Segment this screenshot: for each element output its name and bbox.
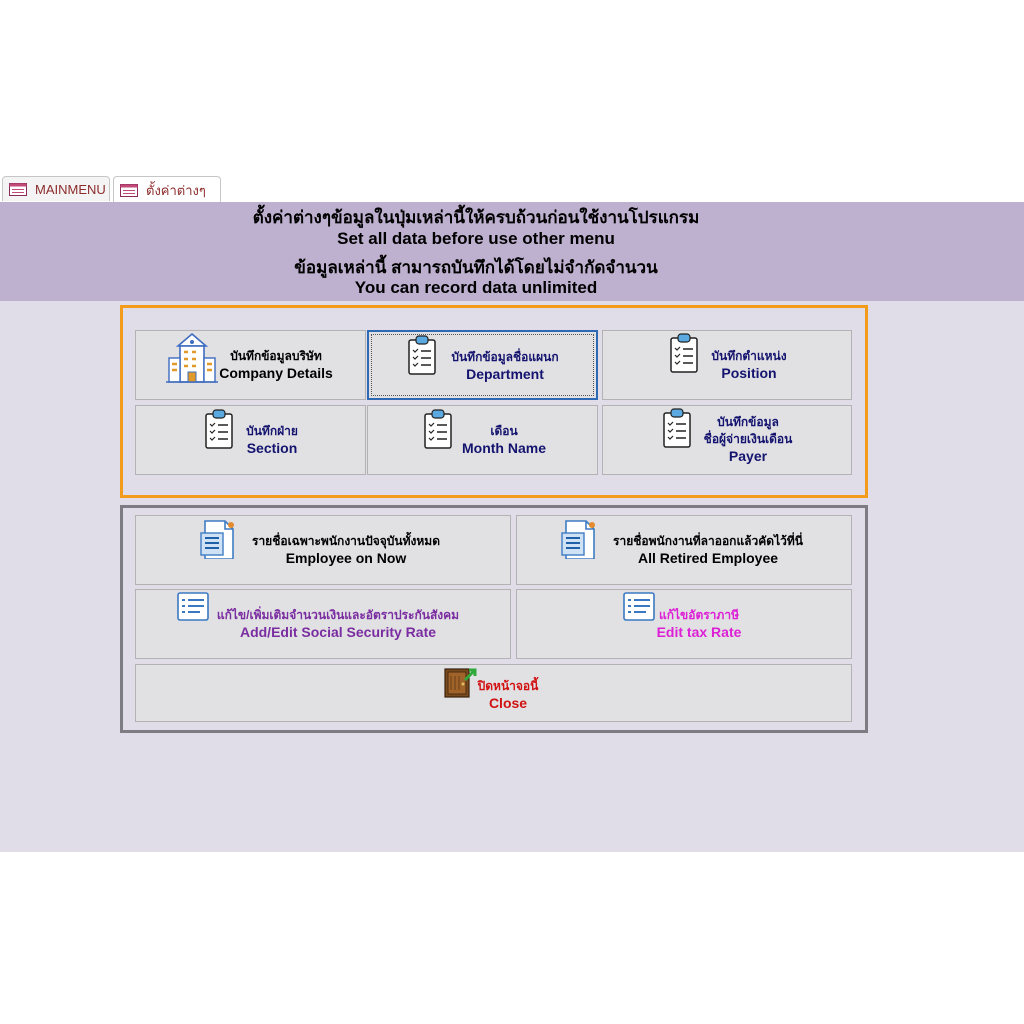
form-sheet-icon <box>177 592 209 621</box>
tax-rate-label <box>651 607 747 641</box>
retired-employee-button[interactable] <box>516 515 852 585</box>
clipboard-icon <box>204 409 234 449</box>
retired-employee-label <box>597 533 819 567</box>
department-en: Department <box>466 366 544 382</box>
clipboard-icon <box>662 408 692 448</box>
payer-button[interactable] <box>602 405 852 475</box>
position-th: บันทึกตำแหน่ง <box>711 349 787 363</box>
month-name-th: เดือน <box>490 424 518 438</box>
employee-on-now-label <box>236 533 456 567</box>
social-security-rate-label <box>206 607 470 641</box>
settings-form <box>0 174 1024 852</box>
position-button[interactable] <box>602 330 852 400</box>
department-button[interactable] <box>367 330 598 400</box>
section-th: บันทึกฝ่าย <box>246 424 298 438</box>
department-th: บันทึกข้อมูลชื่อแผนก <box>451 350 559 364</box>
social-security-rate-en: Add/Edit Social Security Rate <box>239 624 437 640</box>
company-details-label <box>214 348 338 382</box>
header-banner <box>0 202 1024 301</box>
month-name-en: Month Name <box>462 440 546 456</box>
section-button[interactable] <box>135 405 366 475</box>
clipboard-icon <box>669 333 699 373</box>
close-label <box>472 678 544 712</box>
month-name-label <box>454 423 554 457</box>
tax-rate-en: Edit tax Rate <box>656 624 742 640</box>
retired-employee-en: All Retired Employee <box>637 550 779 566</box>
header-line2-th: ข้อมูลเหล่านี้ สามารถบันทึกได้โดยไม่จำกัดจำนวน <box>294 258 658 277</box>
payer-th1: บันทึกข้อมูล <box>717 415 779 429</box>
tab-mainmenu[interactable] <box>2 176 110 201</box>
tab-label: ตั้งค่าต่างๆ <box>146 182 206 198</box>
tab-bar <box>0 174 1024 203</box>
employee-on-now-en: Employee on Now <box>285 550 407 566</box>
section-en: Section <box>246 440 298 456</box>
position-en: Position <box>721 365 777 381</box>
close-button[interactable] <box>135 664 852 722</box>
retired-employee-th: รายชื่อพนักงานที่ลาออกแล้วคัดไว้ที่นี่ <box>613 534 803 548</box>
employee-on-now-th: รายชื่อเฉพาะพนักงานปัจจุบันทั้งหมด <box>252 534 440 548</box>
form-icon <box>9 183 27 196</box>
company-details-th: บันทึกข้อมูลบริษัท <box>230 349 322 363</box>
tab-label: MAINMENU <box>35 181 106 197</box>
department-label <box>439 349 571 383</box>
close-th: ปิดหน้าจอนี้ <box>477 679 539 693</box>
payer-th2: ชื่อผู้จ่ายเงินเดือน <box>703 432 793 446</box>
clipboard-icon <box>423 409 453 449</box>
employee-on-now-button[interactable] <box>135 515 511 585</box>
clipboard-icon <box>407 335 437 375</box>
company-details-button[interactable] <box>135 330 366 400</box>
tab-settings[interactable] <box>113 176 221 203</box>
company-details-en: Company Details <box>219 365 333 381</box>
header-line2-en: You can record data unlimited <box>354 278 598 297</box>
position-label <box>699 348 799 382</box>
social-security-rate-button[interactable] <box>135 589 511 659</box>
tax-rate-button[interactable] <box>516 589 852 659</box>
payer-label <box>693 414 803 465</box>
tax-rate-th: แก้ไขอัตราภาษี <box>659 608 739 622</box>
section-label <box>232 423 312 457</box>
payer-en: Payer <box>728 448 768 464</box>
document-list-icon <box>199 519 237 559</box>
month-name-button[interactable] <box>367 405 598 475</box>
header-line1-en: Set all data before use other menu <box>337 229 615 248</box>
close-en: Close <box>488 695 528 711</box>
header-line1-th: ตั้งค่าต่างๆข้อมูลในปุ่มเหล่านี้ให้ครบถ้วนก่อนใช้งานโปรแกรม <box>252 208 700 227</box>
document-list-icon <box>560 519 598 559</box>
form-icon <box>120 184 138 197</box>
building-icon <box>166 332 218 384</box>
social-security-rate-th: แก้ไข/เพิ่มเติมจำนวนเงินและอัตราประกันสังคม <box>216 608 460 622</box>
